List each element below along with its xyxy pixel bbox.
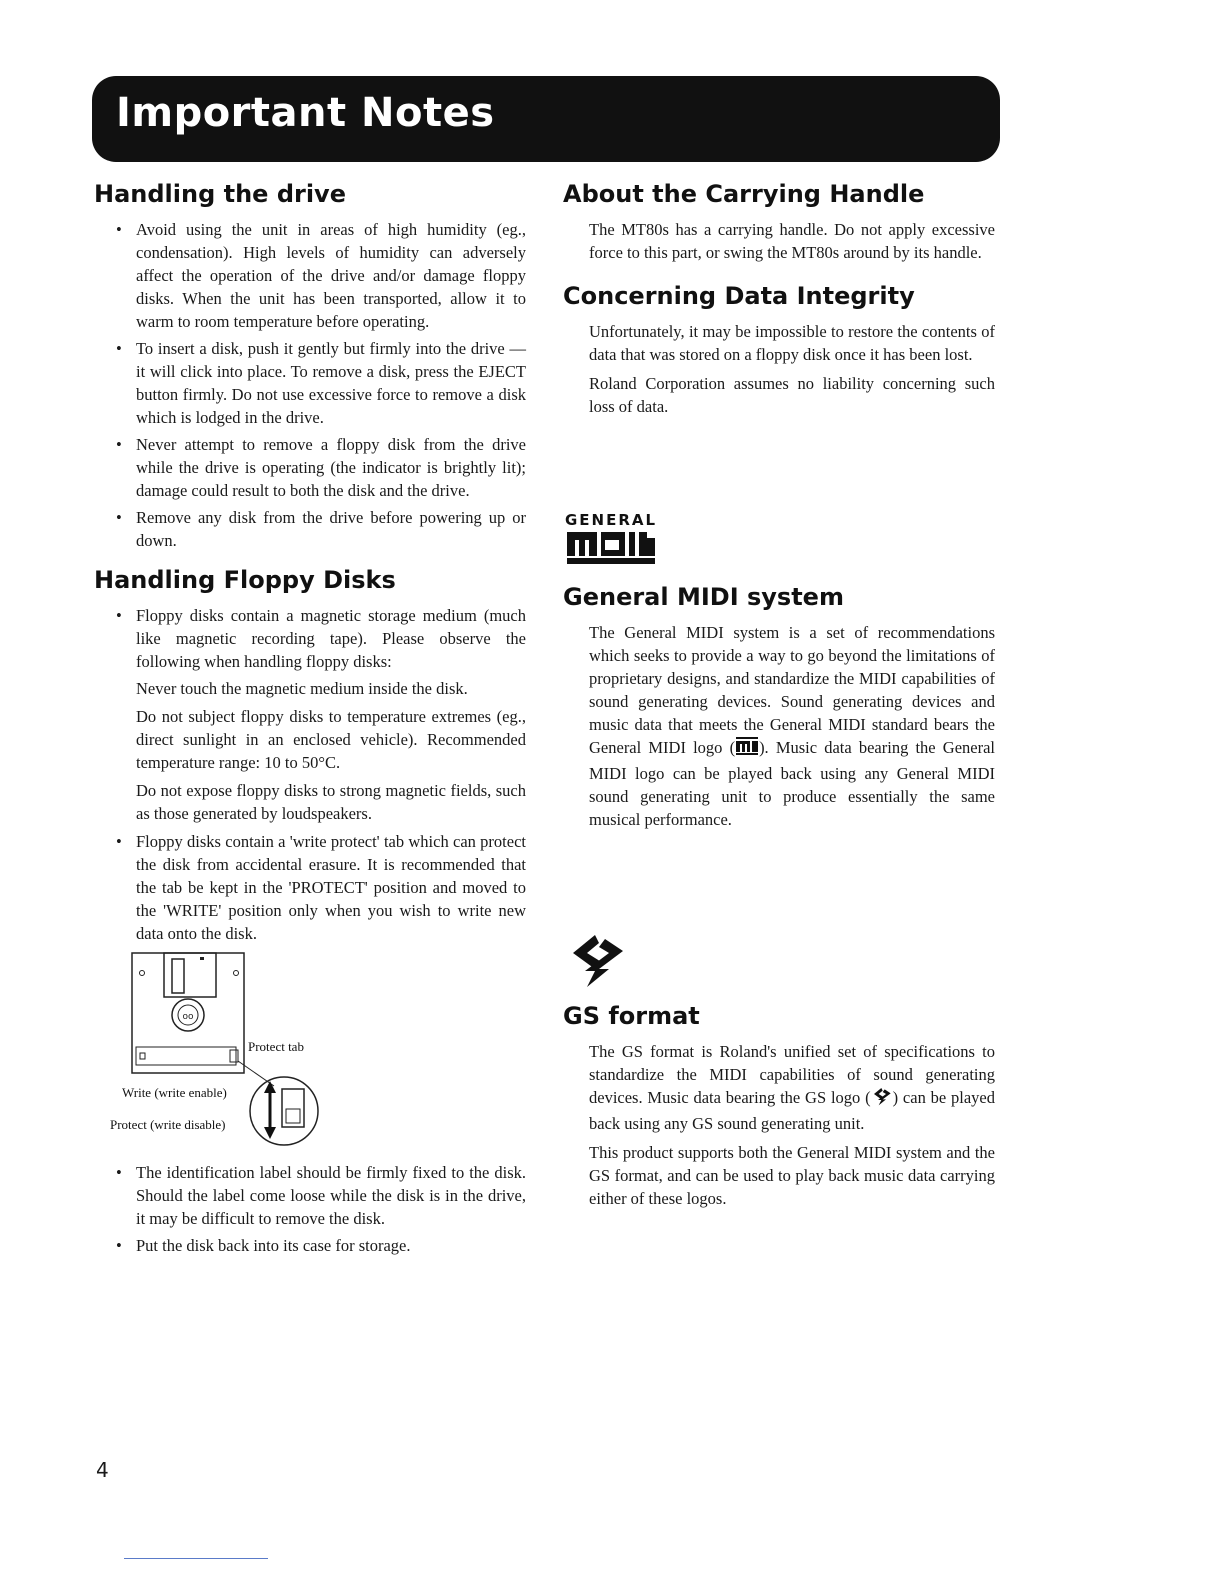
protect-tab-label: Protect tab xyxy=(248,1039,304,1054)
list-item: • Remove any disk from the drive before powering up or down. xyxy=(116,506,526,552)
gs-text xyxy=(589,1040,995,1135)
midi-logo-icon xyxy=(565,528,657,568)
right-column xyxy=(563,180,995,1216)
left-column xyxy=(94,180,526,1261)
integrity-text-2: Roland Corporation assumes no liability concerning such loss of data. xyxy=(589,374,995,416)
heading-data-integrity: Concerning Data Integrity xyxy=(563,282,915,310)
list-item: • The identification label should be firmly fixed to the disk. Should the label come loose while the disk is in the drive, it may be difficult to remove the disk. xyxy=(116,1161,526,1230)
heading-handling-drive: Handling the drive xyxy=(94,180,346,208)
floppy-subpara: Do not subject floppy disks to temperature extremes (eg., direct sunlight in an enclosed vehicle). Recommended temperature range: 10 to 50°C. xyxy=(136,707,526,772)
list-item: • Avoid using the unit in areas of high humidity (eg., condensation). High levels of humidity can adversely affect the operation of the drive and/or damage floppy disks. When the unit has been transported, allow it to warm to room temperature before operating. xyxy=(116,218,526,333)
handle-text: The MT80s has a carrying handle. Do not apply excessive force to this part, or swing the MT80s around by its handle. xyxy=(589,220,995,262)
heading-gs-format: GS format xyxy=(563,1002,700,1031)
gs-text-b: ) can be played back using any GS sound generating unit. xyxy=(589,1088,996,1134)
list-item: • Never attempt to remove a floppy disk from the drive while the drive is operating (the indicator is brightly lit); damage could result to both the disk and the drive. xyxy=(116,433,526,502)
list-item: • Floppy disks contain a 'write protect' tab which can protect the disk from accidental erasure. It is recommended that the tab be kept in the 'PROTECT' position and moved to the 'WRITE' position only when you wish to write new data onto the disk. xyxy=(116,830,526,945)
general-midi-text xyxy=(589,621,995,831)
general-midi-logo xyxy=(565,512,661,573)
floppy-subpara: Never touch the magnetic medium inside the disk. xyxy=(136,679,468,698)
list-item: • To insert a disk, push it gently but firmly into the drive — it will click into place. To remove a disk, press the EJECT button firmly. Do not use excessive force to remove a disk which is lodged in the drive. xyxy=(116,337,526,429)
footer-divider xyxy=(124,1558,268,1559)
gs-logo xyxy=(565,929,995,994)
gs-text-2: This product supports both the General MIDI system and the GS format, and can be used to play back music data carrying either of these logos. xyxy=(589,1143,995,1209)
integrity-text-1: Unfortunately, it may be impossible to restore the contents of data that was stored on a floppy disk once it has been lost. xyxy=(589,322,995,364)
general-midi-text-b: ). Music data bearing the General MIDI logo can be played back using any General MIDI sound generating unit to produce essentially the same musical performance. xyxy=(589,738,995,830)
heading-handling-floppy: Handling Floppy Disks xyxy=(94,566,396,594)
heading-general-midi: General MIDI system xyxy=(563,583,844,611)
gs-inline-logo-icon xyxy=(871,1086,893,1112)
gs-logo-icon xyxy=(565,929,629,989)
floppy-list-3 xyxy=(116,1161,526,1257)
heading-carrying-handle: About the Carrying Handle xyxy=(563,180,925,208)
midi-inline-logo-icon xyxy=(735,736,759,762)
list-item: • Floppy disks contain a magnetic storage medium (much like magnetic recording tape). Please observe the following when handling floppy disks: xyxy=(116,604,526,673)
drive-list xyxy=(116,218,526,552)
floppy-list-2 xyxy=(116,830,526,945)
list-item: • Put the disk back into its case for storage. xyxy=(116,1234,526,1257)
gs-text-a: The GS format is Roland's unified set of specifications to standardize the MIDI capabilities of sound generating devices. Music data bearing the GS logo ( xyxy=(589,1042,995,1108)
page-number: 4 xyxy=(96,1458,109,1482)
page-title: Important Notes xyxy=(116,90,495,136)
write-enable-label: Write (write enable) xyxy=(122,1085,227,1100)
general-midi-text-a: The General MIDI system is a set of recommendations which seeks to provide a way to go beyond the limitations of proprietary designs, and standardize the MIDI capabilities of sound generating devices. Sound generating devices and music data that meets the General MIDI standard bears the General MIDI logo ( xyxy=(589,623,995,757)
floppy-list xyxy=(116,604,526,673)
general-midi-logo-text: GENERAL xyxy=(565,511,658,529)
write-disable-label: Protect (write disable) xyxy=(110,1117,226,1132)
svg-text:oo: oo xyxy=(182,1012,194,1022)
floppy-disk-diagram xyxy=(110,951,474,1151)
floppy-subpara: Do not expose floppy disks to strong magnetic fields, such as those generated by loudspeakers. xyxy=(136,781,526,823)
